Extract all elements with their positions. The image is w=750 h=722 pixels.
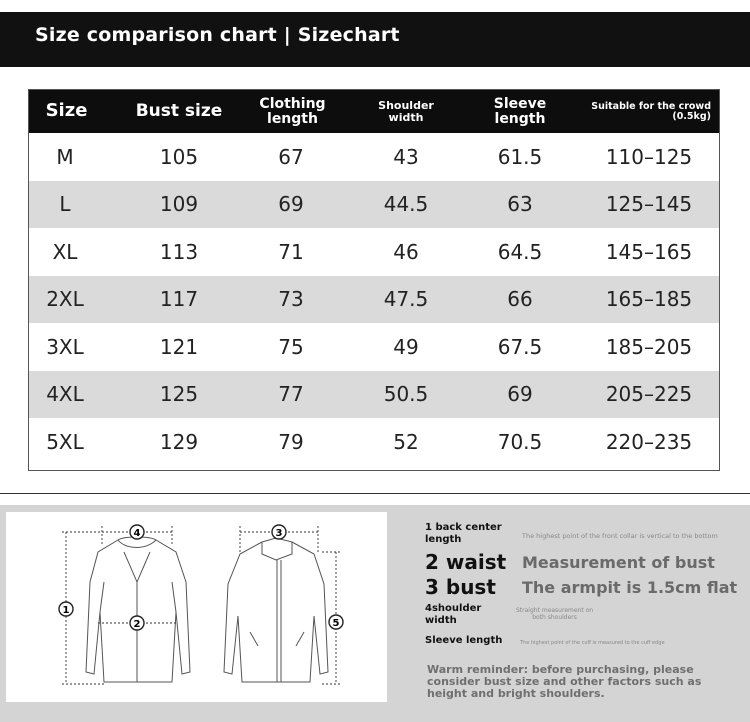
cell-shoulder-width: 52 [393, 429, 419, 454]
cell-size: XL [52, 239, 78, 264]
table-row [29, 228, 719, 276]
marker-1-label: 1 [62, 605, 70, 616]
cell-size: 2XL [46, 287, 84, 312]
cell-suitable-crowd: 125–145 [605, 192, 693, 217]
section-divider [0, 493, 750, 494]
cell-bust-size: 105 [159, 144, 199, 169]
cell-bust-size: 125 [159, 382, 199, 407]
cell-size: M [56, 144, 74, 169]
cell-shoulder-width: 44.5 [383, 192, 429, 217]
header-bust-size: Bust size [135, 100, 223, 121]
cell-clothing-length: 73 [278, 287, 304, 312]
header-sleeve-length: Sleeve length [493, 95, 547, 127]
cell-suitable-crowd: 165–185 [605, 287, 693, 312]
cell-sleeve-length: 69 [507, 382, 533, 407]
marker-3-label: 3 [275, 528, 283, 539]
cell-sleeve-length: 63 [507, 192, 533, 217]
marker-5-label: 5 [332, 618, 340, 629]
legend-item-4: 4shoulder width [425, 603, 482, 626]
cell-clothing-length: 79 [278, 429, 304, 454]
header-shoulder-width: Shoulder width [378, 98, 434, 124]
legend-item-3-label: 3 bust [425, 575, 496, 599]
cell-clothing-length: 67 [278, 144, 304, 169]
header-clothing-length: Clothing length [259, 95, 326, 127]
jacket-diagram-icon [6, 512, 387, 702]
cell-shoulder-width: 50.5 [383, 382, 429, 407]
cell-sleeve-length: 66 [507, 287, 533, 312]
cell-size: L [59, 192, 71, 217]
cell-suitable-crowd: 220–235 [605, 429, 693, 454]
table-row [29, 181, 719, 229]
cell-suitable-crowd: 185–205 [605, 334, 693, 359]
cell-clothing-length: 71 [278, 239, 304, 264]
cell-sleeve-length: 70.5 [497, 429, 543, 454]
cell-suitable-crowd: 205–225 [605, 382, 693, 407]
jacket-illustration [6, 512, 387, 702]
cell-size: 4XL [46, 382, 84, 407]
legend-item-1: 1 back center length [425, 522, 502, 545]
header-size: Size [45, 100, 88, 122]
table-row [29, 323, 719, 371]
cell-sleeve-length: 61.5 [497, 144, 543, 169]
legend-item-5-label: Sleeve length [425, 635, 503, 646]
banner-title: Size comparison chart | Sizechart [35, 24, 400, 46]
cell-clothing-length: 75 [278, 334, 304, 359]
cell-shoulder-width: 47.5 [383, 287, 429, 312]
warm-reminder: Warm reminder: before purchasing, please consider bust size and other factors such as height and bright shoulders. [427, 663, 702, 701]
legend-item-3-desc: The armpit is 1.5cm flat [522, 578, 738, 597]
cell-bust-size: 117 [159, 287, 199, 312]
cell-bust-size: 109 [159, 192, 199, 217]
marker-4-label: 4 [133, 528, 141, 539]
marker-2-label: 2 [133, 619, 141, 630]
cell-size: 3XL [46, 334, 84, 359]
legend-item-2-desc: Measurement of bust [522, 553, 715, 572]
cell-shoulder-width: 46 [393, 239, 419, 264]
cell-shoulder-width: 43 [393, 144, 419, 169]
table-row [29, 276, 719, 324]
header-suitable-crowd: Suitable for the crowd (0.5kg) [591, 100, 711, 122]
legend-item-5-note: The highest point of the cuff is measured to the cuff edge [520, 640, 665, 646]
table-row [29, 133, 719, 181]
table-row [29, 371, 719, 419]
cell-shoulder-width: 49 [393, 334, 419, 359]
cell-suitable-crowd: 145–165 [605, 239, 693, 264]
table-row [29, 418, 719, 466]
cell-size: 5XL [46, 429, 84, 454]
cell-bust-size: 113 [159, 239, 199, 264]
cell-bust-size: 129 [159, 429, 199, 454]
cell-sleeve-length: 67.5 [497, 334, 543, 359]
cell-bust-size: 121 [159, 334, 199, 359]
cell-clothing-length: 69 [278, 192, 304, 217]
legend-item-1-note: The highest point of the front collar is vertical to the bottom [522, 532, 718, 540]
table-header [29, 90, 719, 133]
legend-item-2-label: 2 waist [425, 550, 507, 574]
size-table [28, 89, 720, 471]
cell-sleeve-length: 64.5 [497, 239, 543, 264]
title-banner [0, 12, 750, 67]
cell-suitable-crowd: 110–125 [605, 144, 693, 169]
cell-clothing-length: 77 [278, 382, 304, 407]
legend-item-4-note: Straight measurement on both shoulders [516, 607, 594, 622]
